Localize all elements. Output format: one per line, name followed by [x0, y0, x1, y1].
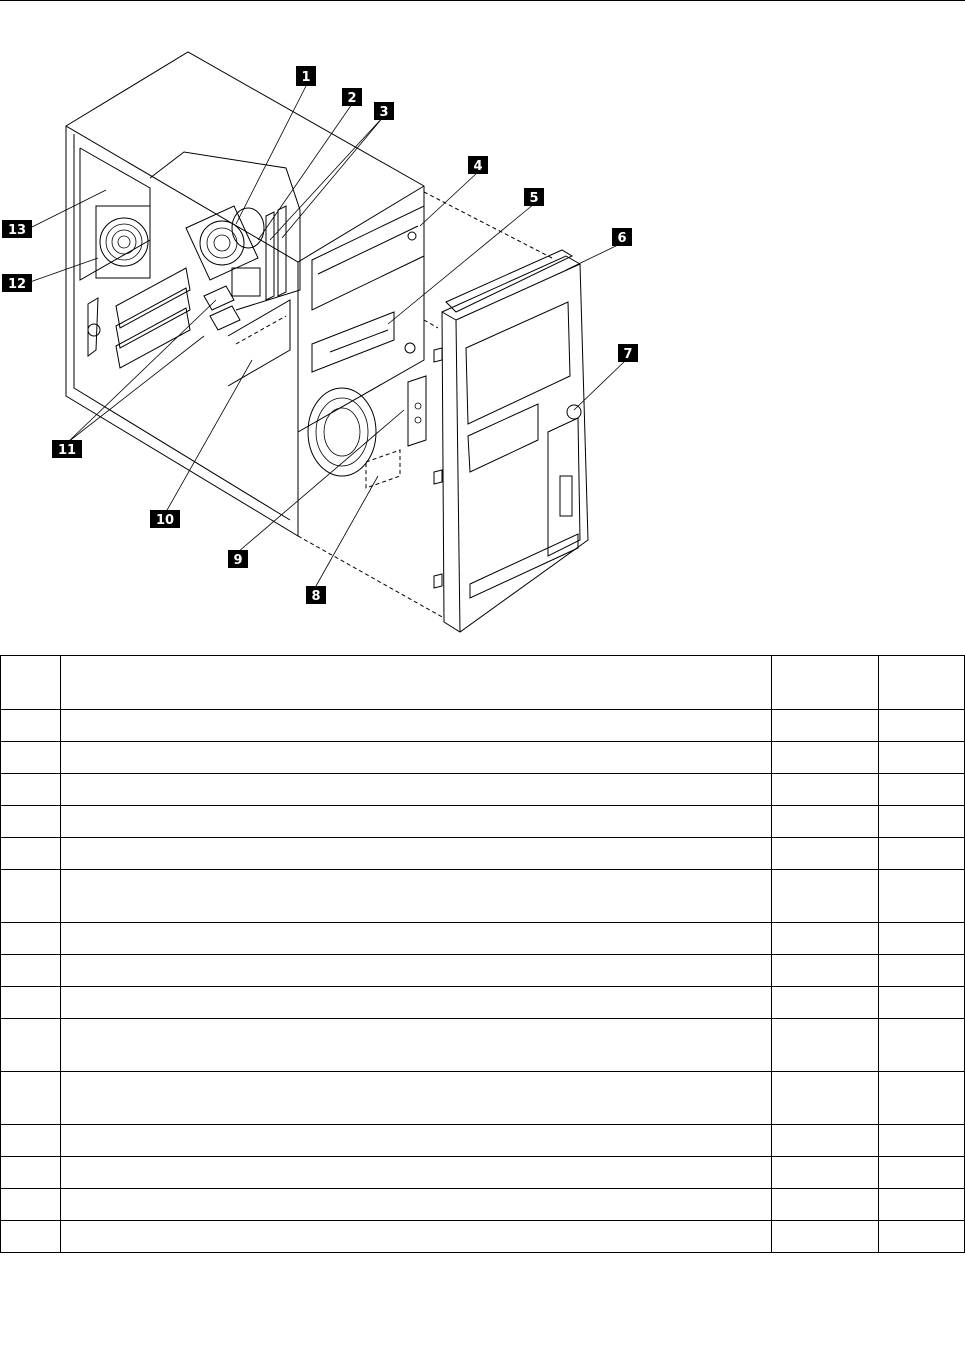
table-row: [1, 1019, 965, 1072]
callout-6: [612, 228, 632, 246]
svg-text:9: 9: [233, 553, 243, 568]
table-cell-description: [61, 1157, 772, 1189]
table-row: [1, 955, 965, 987]
table-cell-col4: [879, 1072, 965, 1125]
table-cell-index: [1, 1157, 61, 1189]
table-cell-col3: [772, 923, 879, 955]
table-row: [1, 1125, 965, 1157]
table-cell-col3: [772, 1019, 879, 1072]
table-cell-description: [61, 774, 772, 806]
callout-13: [2, 220, 32, 238]
svg-text:8: 8: [311, 589, 321, 604]
table-cell-col4: [879, 955, 965, 987]
table-cell-index: [1, 870, 61, 923]
table-cell-index: [1, 987, 61, 1019]
callout-8: [306, 586, 326, 604]
table-cell-index: [1, 806, 61, 838]
svg-text:11: 11: [57, 443, 77, 458]
table-cell-col4: [879, 742, 965, 774]
table-cell-description: [61, 870, 772, 923]
table-cell-description: [61, 923, 772, 955]
table-cell-description: [61, 955, 772, 987]
callout-3: [374, 102, 394, 120]
table-cell-col4: [879, 923, 965, 955]
table-cell-description: [61, 806, 772, 838]
callout-4: [468, 156, 488, 174]
table-cell-description: [61, 1125, 772, 1157]
table-cell-col4: [879, 774, 965, 806]
table-cell-description: [61, 987, 772, 1019]
table-row: [1, 710, 965, 742]
table-cell-col4: [879, 870, 965, 923]
table-cell-index: [1, 1072, 61, 1125]
table-cell-col4: [879, 838, 965, 870]
optical-drive: [312, 206, 424, 310]
table-cell-col4: [879, 1019, 965, 1072]
table-row: [1, 838, 965, 870]
table-cell-col3: [772, 1125, 879, 1157]
front-vent: [308, 343, 426, 488]
table-cell-col3: [772, 987, 879, 1019]
table-cell-col3: [772, 1221, 879, 1253]
table-row: [1, 1072, 965, 1125]
table-cell-col3: [772, 838, 879, 870]
exploded-parts-diagram: [0, 0, 965, 640]
table-cell-col4: [879, 806, 965, 838]
expansion-slots: [88, 268, 240, 368]
table-cell-index: [1, 774, 61, 806]
leader-lines: [30, 86, 626, 586]
table-cell-col4: [879, 1189, 965, 1221]
table-row: [1, 806, 965, 838]
svg-text:3: 3: [379, 105, 389, 120]
table-cell-description: [61, 1189, 772, 1221]
callout-11: [52, 440, 82, 458]
svg-text:1: 1: [301, 70, 311, 85]
table-cell-description: [61, 1072, 772, 1125]
table-cell-index: [1, 1125, 61, 1157]
table-cell-col4: [879, 1157, 965, 1189]
alignment-lines: [298, 192, 552, 618]
svg-text:7: 7: [623, 347, 633, 362]
chassis: [66, 52, 424, 536]
header-index: [1, 656, 61, 710]
table-cell-col4: [879, 710, 965, 742]
table-row: [1, 923, 965, 955]
table-row: [1, 1189, 965, 1221]
table-cell-index: [1, 1189, 61, 1221]
table-cell-description: [61, 838, 772, 870]
svg-text:4: 4: [473, 159, 483, 174]
table-cell-col3: [772, 710, 879, 742]
header-col4: [879, 656, 965, 710]
callout-7: [618, 344, 638, 362]
table-cell-col4: [879, 1221, 965, 1253]
svg-text:6: 6: [617, 231, 627, 246]
table-row: [1, 987, 965, 1019]
table-header-row: [1, 656, 965, 710]
table-row: [1, 774, 965, 806]
table-cell-index: [1, 710, 61, 742]
callout-5: [524, 188, 544, 206]
table-cell-col3: [772, 742, 879, 774]
hard-disk-drive: [228, 300, 290, 386]
table-cell-col4: [879, 1125, 965, 1157]
parts-table-body: [1, 710, 965, 1253]
table-cell-description: [61, 1019, 772, 1072]
table-cell-index: [1, 838, 61, 870]
table-cell-col3: [772, 806, 879, 838]
table-cell-description: [61, 742, 772, 774]
table-cell-index: [1, 1019, 61, 1072]
callout-12: [2, 274, 32, 292]
parts-table: [0, 655, 965, 1253]
header-description: [61, 656, 772, 710]
table-cell-index: [1, 1221, 61, 1253]
svg-text:5: 5: [529, 191, 539, 206]
svg-text:13: 13: [7, 223, 27, 238]
table-cell-col3: [772, 955, 879, 987]
table-row: [1, 870, 965, 923]
diskette-drive: [312, 312, 394, 372]
svg-text:2: 2: [347, 91, 357, 106]
table-cell-col3: [772, 1157, 879, 1189]
table-cell-col3: [772, 1189, 879, 1221]
power-supply: [96, 152, 300, 310]
table-cell-col3: [772, 870, 879, 923]
callout-1: [296, 66, 316, 86]
table-cell-index: [1, 955, 61, 987]
header-col3: [772, 656, 879, 710]
callout-9: [228, 550, 248, 568]
callout-10: [150, 510, 180, 528]
front-bezel: [434, 250, 588, 632]
table-cell-col4: [879, 987, 965, 1019]
table-cell-index: [1, 742, 61, 774]
table-row: [1, 1157, 965, 1189]
svg-text:10: 10: [155, 513, 175, 528]
svg-text:12: 12: [7, 277, 27, 292]
callout-2: [342, 88, 362, 106]
table-cell-description: [61, 1221, 772, 1253]
table-cell-col3: [772, 1072, 879, 1125]
table-row: [1, 742, 965, 774]
table-row: [1, 1221, 965, 1253]
table-cell-col3: [772, 774, 879, 806]
table-cell-index: [1, 923, 61, 955]
table-cell-description: [61, 710, 772, 742]
